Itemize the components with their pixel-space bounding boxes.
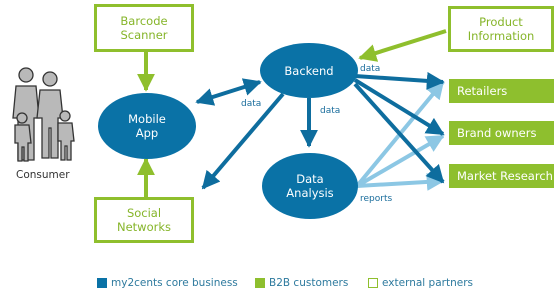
arrow-backend-retailers [355,76,443,82]
node-retailers [449,79,554,103]
node-market-research [449,164,554,188]
social-networks-label: Social Networks [116,206,171,234]
legend-item-partner [368,276,473,290]
edge-label-data-backend-analysis: data [320,106,341,116]
barcode-scanner-label: Barcode Scanner [120,14,168,42]
consumer-label: Consumer [16,169,70,181]
data-analysis-label: Data Analysis [286,172,334,200]
brand-owners-label: Brand owners [457,126,537,140]
legend-swatch-core [97,278,107,288]
product-information-label: Product Information [467,15,535,43]
legend-label-core: my2cents core business [111,277,238,289]
mobile-app-label: Mobile App [128,112,166,140]
legend-label-partner: external partners [382,277,473,289]
node-social-networks [94,197,194,243]
legend-item-b2b [255,276,348,290]
node-backend [260,43,358,98]
edge-label-data-app-backend: data [241,99,262,109]
retailers-label: Retailers [457,84,508,98]
node-brand-owners [449,121,554,145]
legend-label-b2b: B2B customers [269,277,349,289]
node-data-analysis [262,153,358,219]
backend-label: Backend [284,63,334,78]
legend-swatch-b2b [255,278,265,288]
arrow-backend-brand-owners [355,80,443,134]
legend-item-core [97,276,238,290]
edge-label-data-backend-out: data [360,64,381,74]
node-mobile-app [98,93,196,159]
market-research-label: Market Research [457,169,553,183]
arrow-product-info-backend [360,31,446,58]
node-barcode-scanner [94,4,194,52]
arrow-analysis-brand-owners [357,136,443,186]
edge-label-reports: reports [360,194,393,204]
family-icon [10,66,76,164]
node-product-information [448,6,554,52]
legend-swatch-partner [368,278,378,288]
arrow-analysis-market-research [357,181,443,186]
